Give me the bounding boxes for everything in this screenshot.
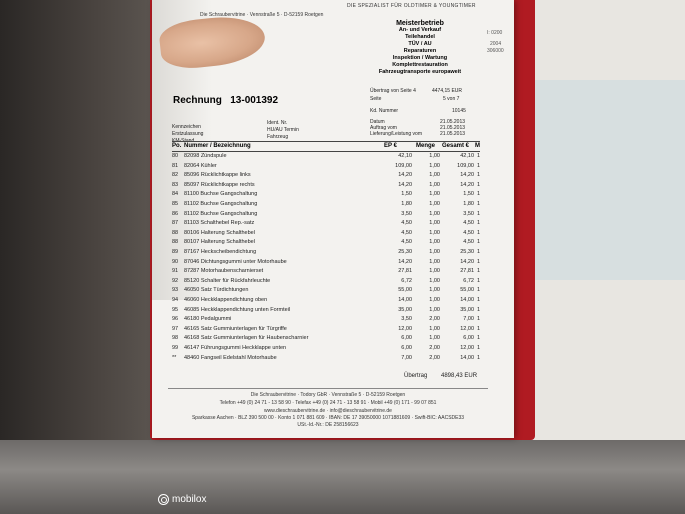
right-document-sheet-blue xyxy=(520,80,685,280)
cell-gesamt: 14,00 xyxy=(460,354,474,361)
kennzeichen-label: Kennzeichen xyxy=(172,124,201,130)
erstzulassung-label: Erstzulassung xyxy=(172,131,204,137)
uebertrag-seite-value: 4474,15 EUR xyxy=(432,88,463,94)
cell-ep: 42,10 xyxy=(398,153,412,159)
table-row xyxy=(172,326,484,334)
seite-value: 5 von 7 xyxy=(443,96,460,102)
footer-divider xyxy=(168,388,488,389)
cell-gesamt: 14,20 xyxy=(460,181,474,188)
cell-pos: 83 xyxy=(172,181,179,188)
table-row xyxy=(172,163,484,171)
cell-m: 1 xyxy=(477,181,481,188)
cell-menge: 1,00 xyxy=(429,210,440,217)
table-row xyxy=(172,335,484,343)
cell-gesamt: 12,00 xyxy=(460,345,474,351)
cell-m: 1 xyxy=(477,172,481,179)
cell-menge: 1,00 xyxy=(429,258,440,265)
cell-menge: 1,00 xyxy=(429,220,440,227)
cell-m: 1 xyxy=(477,210,481,217)
table-row xyxy=(172,211,484,219)
cell-pos: 86 xyxy=(172,210,179,217)
cell-ep: 55,00 xyxy=(398,287,412,294)
cell-pos: 96 xyxy=(172,316,179,323)
cell-ep: 25,30 xyxy=(398,249,412,255)
service-line: Inspektion / Wartung xyxy=(392,55,448,61)
cell-gesamt: 4,50 xyxy=(463,239,474,246)
cell-ep: 7,00 xyxy=(401,354,412,361)
background-left xyxy=(0,0,160,514)
cell-menge: 2,00 xyxy=(429,316,440,323)
cell-m: 1 xyxy=(477,258,481,265)
cell-gesamt: 42,10 xyxy=(460,153,474,159)
cell-ep: 4,50 xyxy=(401,220,412,227)
service-line: Reparaturen xyxy=(403,48,437,54)
cell-pos: 99 xyxy=(172,345,179,351)
side-fragment: I: 0200 xyxy=(487,30,503,36)
cell-m: 1 xyxy=(477,277,481,284)
cell-pos: 81 xyxy=(172,162,179,169)
cell-ep: 6,72 xyxy=(401,277,412,284)
cell-pos: 90 xyxy=(172,258,179,265)
table-row xyxy=(172,191,484,199)
lieferung-value: 21.05.2013 xyxy=(440,131,466,137)
cell-desc: 81102 Buchse Gangschaltung xyxy=(184,201,258,207)
cell-m: 1 xyxy=(477,345,481,351)
cell-gesamt: 4,50 xyxy=(463,229,474,236)
cell-m: 1 xyxy=(477,153,481,159)
cell-menge: 1,00 xyxy=(429,153,440,159)
cell-menge: 1,00 xyxy=(429,162,440,169)
cell-desc: 46168 Satz Gummiunterlagen für Haubenscharnier xyxy=(184,335,309,342)
cell-menge: 2,00 xyxy=(429,354,440,361)
cell-pos: 80 xyxy=(172,153,179,159)
table-row xyxy=(172,249,484,257)
km-stand-label: KM-Stand xyxy=(172,138,195,144)
cell-gesamt: 6,72 xyxy=(463,277,474,284)
table-row xyxy=(172,268,484,276)
mobilox-logo-icon xyxy=(158,494,169,505)
table-row xyxy=(172,230,484,238)
cell-m: 1 xyxy=(477,335,481,342)
cell-pos: 89 xyxy=(172,249,179,255)
fahrzeug-label: Fahrzeug xyxy=(267,134,289,140)
cell-m: 1 xyxy=(477,268,481,275)
service-line: Komplettrestauration xyxy=(392,62,448,68)
cell-pos: 84 xyxy=(172,191,179,198)
footer-line: www.dieschraubervitrine.de · info@dieschraubervitrine.de xyxy=(264,408,392,414)
company-strip: DIE SPEZIALIST FÜR OLDTIMER & YOUNGTIMER xyxy=(347,3,476,9)
table-row xyxy=(172,278,484,286)
watermark xyxy=(158,494,206,505)
datum-label: Datum xyxy=(370,119,385,125)
cell-pos: ** xyxy=(172,354,177,361)
uebertrag-value: 4898,43 EUR xyxy=(441,373,478,379)
hu-au-label: HU/AU Termin xyxy=(267,127,299,133)
cell-gesamt: 1,80 xyxy=(463,201,474,207)
cell-pos: 98 xyxy=(172,335,179,342)
table-row xyxy=(172,316,484,324)
datum-value: 21.05.2013 xyxy=(440,119,466,125)
table-row xyxy=(172,355,484,363)
cell-m: 1 xyxy=(477,306,481,313)
service-line: TÜV / AU xyxy=(408,41,432,47)
cell-desc: 81102 Buchse Gangschaltung xyxy=(184,210,258,217)
footer-line: Sparkasse Aachen · BLZ 390 500 00 · Konto 1 071 881 609 · IBAN: DE 17 39050000 1071881609 · Swift-BIC: AACSDE33 xyxy=(191,415,465,421)
cell-gesamt: 7,00 xyxy=(463,316,474,323)
lieferung-label: Lieferung/Leistung vom xyxy=(370,131,422,137)
cell-menge: 1,00 xyxy=(429,172,440,179)
cell-gesamt: 14,00 xyxy=(460,297,474,303)
cell-desc: 85097 Rücklichtkappe rechts xyxy=(184,181,255,188)
header-gesamt: Gesamt € xyxy=(442,143,470,149)
cell-gesamt: 14,20 xyxy=(460,172,474,179)
cell-gesamt: 12,00 xyxy=(460,325,474,332)
seite-label: Seite xyxy=(370,96,382,102)
cell-pos: 82 xyxy=(172,172,179,179)
cell-m: 1 xyxy=(477,162,481,169)
cell-gesamt: 109,00 xyxy=(457,162,474,169)
table-row xyxy=(172,153,484,161)
cell-desc: 87046 Dichtungsgummi unter Motorhaube xyxy=(184,258,287,265)
cell-m: 1 xyxy=(477,297,481,303)
cell-ep: 1,50 xyxy=(401,191,412,198)
cell-pos: 91 xyxy=(172,268,179,275)
cell-gesamt: 14,20 xyxy=(460,258,474,265)
cell-ep: 4,50 xyxy=(401,229,412,236)
ident-label: Ident. Nr. xyxy=(267,120,288,126)
service-line: Teilehandel xyxy=(405,34,435,40)
cell-desc: 85120 Schalter für Rückfahrleuchte xyxy=(184,277,271,284)
cell-ep: 14,20 xyxy=(398,181,412,188)
cell-menge: 1,00 xyxy=(429,287,440,294)
cell-desc: 80107 Halterung Schalthebel xyxy=(184,239,255,246)
cell-menge: 1,00 xyxy=(429,277,440,284)
invoice-title xyxy=(173,95,278,106)
table-row xyxy=(172,182,484,190)
cell-menge: 1,00 xyxy=(429,268,440,275)
cell-gesamt: 6,00 xyxy=(463,335,474,342)
cell-desc: 48460 Fangseil Edelstahl Motorhaube xyxy=(184,354,277,361)
cell-desc: 87167 Heckscheibendichtung xyxy=(184,249,257,255)
cell-m: 1 xyxy=(477,354,481,361)
cell-gesamt: 25,30 xyxy=(460,249,474,255)
uebertrag-seite-label: Übertrag von Seite 4 xyxy=(370,88,416,94)
cell-gesamt: 55,00 xyxy=(460,287,474,294)
table-row xyxy=(172,259,484,267)
cell-m: 1 xyxy=(477,325,481,332)
cell-desc: 82098 Zündspule xyxy=(184,153,227,159)
table-row xyxy=(172,287,484,295)
address-line: Die Schraubervitrine · Vennstraße 5 · D-52159 Roetgen xyxy=(200,12,324,18)
cell-gesamt: 1,50 xyxy=(463,191,474,198)
header-menge: Menge xyxy=(416,143,436,149)
cell-pos: 95 xyxy=(172,306,179,313)
cell-menge: 1,00 xyxy=(429,201,440,207)
header-m: M xyxy=(475,143,480,149)
cell-m: 1 xyxy=(477,201,481,207)
invoice-number: 13-001392 xyxy=(230,95,279,106)
cell-pos: 93 xyxy=(172,287,179,294)
cell-m: 1 xyxy=(477,316,481,323)
header-desc: Nummer / Bezeichnung xyxy=(184,143,251,149)
table-row xyxy=(172,172,484,180)
cell-m: 1 xyxy=(477,191,481,198)
cell-m: 1 xyxy=(477,220,481,227)
cell-pos: 87 xyxy=(172,220,179,227)
background-bottom xyxy=(0,440,685,514)
cell-ep: 6,00 xyxy=(401,335,412,342)
service-line: Fahrzeugtransporte europaweit xyxy=(378,69,462,75)
auftrag-label: Auftrag vom xyxy=(370,125,397,131)
cell-desc: 46085 Heckklappendichtung unten Formteil xyxy=(184,306,291,313)
cell-pos: 92 xyxy=(172,277,179,284)
cell-pos: 88 xyxy=(172,229,179,236)
watermark-label: mobilox xyxy=(172,494,207,505)
table-row xyxy=(172,307,484,315)
cell-m: 1 xyxy=(477,249,481,255)
cell-m: 1 xyxy=(477,229,481,236)
table-row xyxy=(172,239,484,247)
cell-menge: 1,00 xyxy=(429,325,440,332)
cell-desc: 46180 Pedalgummi xyxy=(184,316,232,323)
cell-desc: 81103 Schalthebel Rep.-satz xyxy=(184,220,255,227)
cell-desc: 46050 Satz Türdichtungen xyxy=(184,287,249,294)
table-row xyxy=(172,345,484,353)
kd-value: 10145 xyxy=(452,108,466,114)
cell-menge: 1,00 xyxy=(429,306,440,313)
cell-desc: 46165 Satz Gummiunterlagen für Türgriffe xyxy=(184,325,287,332)
side-fragment: 2004 xyxy=(490,41,502,47)
footer-line: USt.-Id.-Nr.: DE 258156623 xyxy=(297,422,359,428)
cell-ep: 12,00 xyxy=(398,325,412,332)
cell-pos: 94 xyxy=(172,297,179,303)
cell-ep: 27,81 xyxy=(398,268,412,275)
cell-menge: 1,00 xyxy=(429,335,440,342)
footer-line: Telefon +49 (0) 24 71 - 13 58 90 · Telefax +49 (0) 24 71 - 13 58 91 · Mobil +49 (0) 171 - 99 07 851 xyxy=(219,400,437,406)
cell-ep: 35,00 xyxy=(398,306,412,313)
service-line: An- und Verkauf xyxy=(398,27,442,33)
cell-pos: 88 xyxy=(172,239,179,246)
cell-ep: 109,00 xyxy=(395,162,412,169)
cell-m: 1 xyxy=(477,239,481,246)
table-row xyxy=(172,201,484,209)
auftrag-value: 21.05.2013 xyxy=(440,125,466,131)
cell-gesamt: 35,00 xyxy=(460,306,474,313)
cell-m: 1 xyxy=(477,287,481,294)
cell-menge: 2,00 xyxy=(429,345,440,351)
header-ep: EP € xyxy=(384,143,397,149)
cell-ep: 14,00 xyxy=(398,297,412,303)
cell-ep: 14,20 xyxy=(398,172,412,179)
header-pos: Po. xyxy=(172,143,182,149)
cell-menge: 1,00 xyxy=(429,297,440,303)
cell-menge: 1,00 xyxy=(429,229,440,236)
cell-desc: 85096 Rücklichtkappe links xyxy=(184,172,251,179)
cell-ep: 14,20 xyxy=(398,258,412,265)
uebertrag-label: Übertrag xyxy=(404,373,428,379)
cell-desc: 82064 Kühler xyxy=(184,162,217,169)
cell-ep: 3,50 xyxy=(401,210,412,217)
cell-ep: 1,80 xyxy=(401,201,412,207)
cell-ep: 3,50 xyxy=(401,316,412,323)
kd-label: Kd. Nummer xyxy=(370,108,399,114)
table-row xyxy=(172,220,484,228)
side-fragment: 306000 xyxy=(487,48,504,54)
cell-menge: 1,00 xyxy=(429,191,440,198)
invoice-title-label: Rechnung xyxy=(173,95,222,106)
cell-desc: 87287 Motorhaubenscharnierset xyxy=(184,268,264,275)
meisterbetrieb-block xyxy=(370,20,470,76)
cell-menge: 1,00 xyxy=(429,239,440,246)
cell-menge: 1,00 xyxy=(429,181,440,188)
cell-desc: 46060 Heckklappendichtung oben xyxy=(184,297,268,303)
cell-desc: 81100 Buchse Gangschaltung xyxy=(184,191,258,198)
table-header xyxy=(172,141,480,152)
cell-pos: 97 xyxy=(172,325,179,332)
footer-line: Die Schraubervitrine · Todory GbR · Vennstraße 5 · D-52159 Roetgen xyxy=(250,392,406,398)
cell-gesamt: 3,50 xyxy=(463,210,474,217)
cell-menge: 1,00 xyxy=(429,249,440,255)
cell-pos: 85 xyxy=(172,201,179,207)
meisterbetrieb-title: Meisterbetrieb xyxy=(396,20,444,27)
cell-desc: 46147 Führungsgummi Heckklappe unten xyxy=(184,345,287,351)
cell-ep: 4,50 xyxy=(401,239,412,246)
cell-gesamt: 4,50 xyxy=(463,220,474,227)
table-row xyxy=(172,297,484,305)
cell-gesamt: 27,81 xyxy=(460,268,474,275)
cell-desc: 80106 Halterung Schalthebel xyxy=(184,229,255,236)
cell-ep: 6,00 xyxy=(401,345,412,351)
